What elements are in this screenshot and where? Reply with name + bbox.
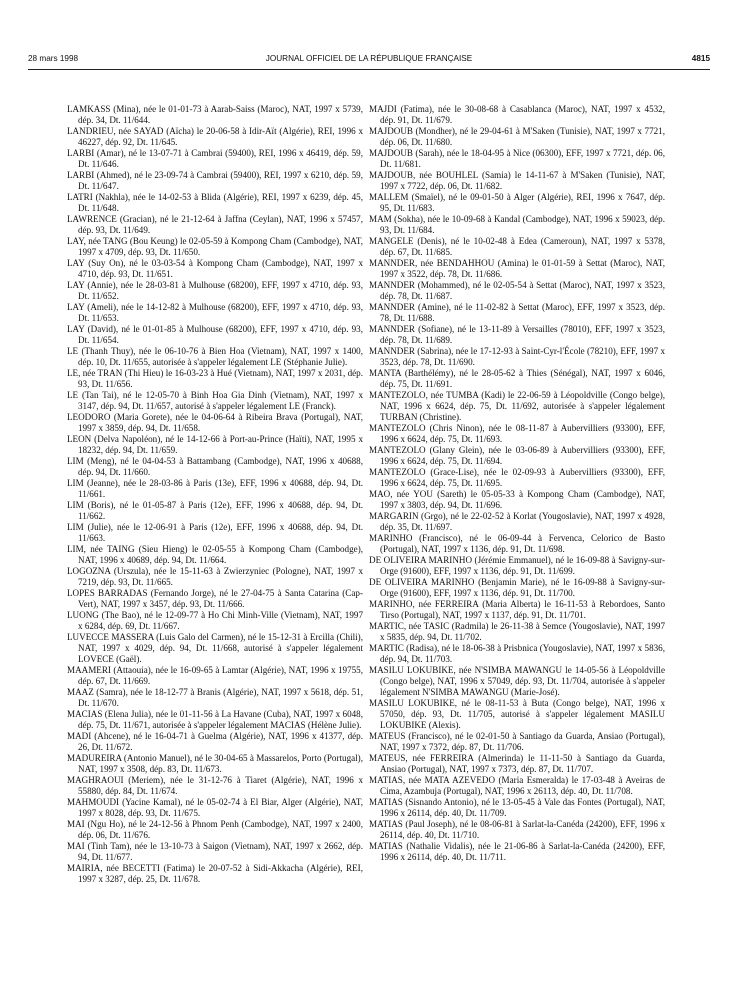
list-item: MATEUS (Francisco), né le 02-01-50 à Santiago da Guarda, Ansiao (Portugal), NAT, 1997 x 7372, dép. 87, Dt. 11/706. bbox=[369, 731, 665, 752]
header-page-number: 4815 bbox=[691, 54, 710, 63]
list-item: DE OLIVEIRA MARINHO (Jérémie Emmanuel), né le 16-09-88 à Savigny-sur-Orge (91600), EFF, 1997 x 1136, dép. 91, Dt. 11/699. bbox=[369, 555, 665, 576]
list-item: MANTA (Barthélémy), né le 28-05-62 à Thies (Sénégal), NAT, 1997 x 6046, dép. 75, Dt. 11/691. bbox=[369, 368, 665, 389]
list-item: LAMKASS (Mina), née le 01-01-73 à Aarab-Saiss (Maroc), NAT, 1997 x 5739, dép. 34, Dt. 11/644. bbox=[67, 104, 363, 125]
list-item: MANTEZOLO (Grace-Lise), née le 02-09-93 à Aubervilliers (93300), EFF, 1996 x 6624, dép. 75, Dt. 11/695. bbox=[369, 467, 665, 488]
list-item: MAO, née YOU (Sareth) le 05-05-33 à Kompong Cham (Cambodge), NAT, 1997 x 3803, dép. 94, Dt. 11/696. bbox=[369, 489, 665, 510]
list-item: LARBI (Amar), né le 13-07-71 à Cambrai (59400), REI, 1996 x 46419, dép. 59, Dt. 11/646. bbox=[67, 148, 363, 169]
list-item: MANNDER, née BENDAHHOU (Amina) le 01-01-59 à Settat (Maroc), NAT, 1997 x 3522, dép. 78, Dt. 11/686. bbox=[369, 258, 665, 279]
list-item: LARBI (Ahmed), né le 23-09-74 à Cambrai (59400), REI, 1997 x 6210, dép. 59, Dt. 11/647. bbox=[67, 170, 363, 191]
list-item: MAHMOUDI (Yacine Kamal), né le 05-02-74 à El Biar, Alger (Algérie), NAT, 1997 x 8028, dép. 93, Dt. 11/675. bbox=[67, 797, 363, 818]
list-item: MATIAS (Nathalie Vidalis), née le 21-06-86 à Sarlat-la-Canéda (24200), EFF, 1996 x 26114, dép. 40, Dt. 11/711. bbox=[369, 841, 665, 862]
list-item: MAJDOUB (Sarah), née le 18-04-95 à Nice (06300), EFF, 1997 x 7721, dép. 06, Dt. 11/681. bbox=[369, 148, 665, 169]
list-item: LATRI (Nakhla), née le 14-02-53 à Blida (Algérie), REI, 1997 x 6239, dép. 45, Dt. 11/648. bbox=[67, 192, 363, 213]
list-item: LANDRIEU, née SAYAD (Aïcha) le 20-06-58 à Idir-Aït (Algérie), REI, 1996 x 46227, dép. 92, Dt. 11/645. bbox=[67, 126, 363, 147]
list-item: MATEUS, née FERREIRA (Almerinda) le 11-11-50 à Santiago da Guarda, Ansiao (Portugal), NAT, 1997 x 7373, dép. 87, Dt. 11/707. bbox=[369, 753, 665, 774]
list-item: MAI (Ngu Ho), né le 24-12-56 à Phnom Penh (Cambodge), NAT, 1997 x 2400, dép. 06, Dt. 11/676. bbox=[67, 819, 363, 840]
list-item: MAM (Sokha), née le 10-09-68 à Kandal (Cambodge), NAT, 1996 x 59023, dép. 93, Dt. 11/684. bbox=[369, 214, 665, 235]
list-item: DE OLIVEIRA MARINHO (Benjamin Marie), né le 16-09-88 à Savigny-sur-Orge (91600), EFF, 1997 x 1136, dép. 91, Dt. 11/700. bbox=[369, 577, 665, 598]
list-item: LUVECCE MASSERA (Luis Galo del Carmen), né le 15-12-31 à Ercilla (Chili), NAT, 1997 x 4029, dép. 94, Dt. 11/668, autorisé à s'appeler légalement LOVECE (Gaël). bbox=[67, 632, 363, 664]
list-item: MAIRIA, née BECETTI (Fatima) le 20-07-52 à Sidi-Akkacha (Algérie), REI, 1997 x 3287, dép. 25, Dt. 11/678. bbox=[67, 863, 363, 884]
list-item: LAY (Suy On), né le 03-03-54 à Kompong Cham (Cambodge), NAT, 1997 x 4710, dép. 93, Dt. 11/651. bbox=[67, 258, 363, 279]
list-item: MATIAS (Sisnando Antonio), né le 13-05-45 à Vale das Fontes (Portugal), NAT, 1996 x 26114, dép. 40, Dt. 11/709. bbox=[369, 797, 665, 818]
list-item: MANNDER (Amine), né le 11-02-82 à Settat (Maroc), EFF, 1997 x 3523, dép. 78, Dt. 11/688. bbox=[369, 302, 665, 323]
list-item: MAAZ (Samra), née le 18-12-77 à Branis (Algérie), NAT, 1997 x 5618, dép. 51, Dt. 11/670. bbox=[67, 687, 363, 708]
list-item: LAY (Annie), née le 28-03-81 à Mulhouse (68200), EFF, 1997 x 4710, dép. 93, Dt. 11/652. bbox=[67, 280, 363, 301]
list-item: MARTIC (Radisa), né le 18-06-38 à Prisbnica (Yougoslavie), NAT, 1997 x 5836, dép. 94, Dt. 11/703. bbox=[369, 643, 665, 664]
list-item: MANGELE (Denis), né le 10-02-48 à Edea (Cameroun), NAT, 1997 x 5378, dép. 67, Dt. 11/685. bbox=[369, 236, 665, 257]
list-item: LIM (Meng), né le 04-04-53 à Battambang (Cambodge), NAT, 1996 x 40688, dép. 94, Dt. 11/660. bbox=[67, 456, 363, 477]
header-journal-title: JOURNAL OFFICIEL DE LA RÉPUBLIQUE FRANÇAISE bbox=[265, 54, 473, 63]
list-item: MASILU LOKUBIKE, né le 08-11-53 à Buta (Congo belge), NAT, 1996 x 57050, dép. 93, Dt. 11/705, autorisé à s'appeler légalement MASILU LOKUBIKE (Alexis). bbox=[369, 698, 665, 730]
list-item: MASILU LOKUBIKE, née N'SIMBA MAWANGU le 14-05-56 à Léopoldville (Congo belge), NAT, 1996 x 57049, dép. 93, Dt. 11/704, autorisée à s'appeler légalement N'SIMBA MAWANGU (Marie-José). bbox=[369, 665, 665, 697]
list-item: MADI (Ahcene), né le 16-04-71 à Guelma (Algérie), NAT, 1996 x 41377, dép. 26, Dt. 11/672. bbox=[67, 731, 363, 752]
list-item: LOGOZNA (Urszula), née le 15-11-63 à Zwierzyniec (Pologne), NAT, 1997 x 7219, dép. 93, Dt. 11/665. bbox=[67, 566, 363, 587]
list-item: MAJDI (Fatima), née le 30-08-68 à Casablanca (Maroc), NAT, 1997 x 4532, dép. 91, Dt. 11/679. bbox=[369, 104, 665, 125]
list-item: LE, née TRAN (Thi Hieu) le 16-03-23 à Hué (Vietnam), NAT, 1997 x 2031, dép. 93, Dt. 11/656. bbox=[67, 368, 363, 389]
list-item: LIM (Jeanne), née le 28-03-86 à Paris (13e), EFF, 1996 x 40688, dép. 94, Dt. 11/661. bbox=[67, 478, 363, 499]
list-item: LIM (Boris), né le 01-05-87 à Paris (12e), EFF, 1996 x 40688, dép. 94, Dt. 11/662. bbox=[67, 500, 363, 521]
list-item: LE (Thanh Thuy), née le 06-10-76 à Bien Hoa (Vietnam), NAT, 1997 x 1400, dép. 10, Dt. 11/655, autorisée à s'appeler légalement LE (Stéphanie Julie). bbox=[67, 346, 363, 367]
left-column bbox=[67, 104, 363, 885]
list-item: LIM, née TAING (Sieu Hieng) le 02-05-55 à Kompong Cham (Cambodge), NAT, 1996 x 40689, dép. 94, Dt. 11/664. bbox=[67, 544, 363, 565]
list-item: MAJDOUB (Mondher), né le 29-04-61 à M'Saken (Tunisie), NAT, 1997 x 7721, dép. 06, Dt. 11/680. bbox=[369, 126, 665, 147]
list-item: MARGARIN (Grgo), né le 22-02-52 à Korlat (Yougoslavie), NAT, 1997 x 4928, dép. 35, Dt. 11/697. bbox=[369, 511, 665, 532]
list-item: MACIAS (Elena Julia), née le 01-11-56 à La Havane (Cuba), NAT, 1997 x 6048, dép. 75, Dt. 11/671, autorisée à s'appeler légalement MACIAS (Hélène Julie). bbox=[67, 709, 363, 730]
list-item: LEON (Delva Napoléon), né le 14-12-66 à Port-au-Prince (Haïti), NAT, 1995 x 18232, dép. 94, Dt. 11/659. bbox=[67, 434, 363, 455]
header-date: 28 mars 1998 bbox=[28, 54, 79, 63]
list-item: MADUREIRA (Antonio Manuel), né le 30-04-65 à Massarelos, Porto (Portugal), NAT, 1997 x 3508, dép. 83, Dt. 11/673. bbox=[67, 753, 363, 774]
list-item: LAY (David), né le 01-01-85 à Mulhouse (68200), EFF, 1997 x 4710, dép. 93, Dt. 11/654. bbox=[67, 324, 363, 345]
list-item: MATIAS (Paul Joseph), né le 08-06-81 à Sarlat-la-Canéda (24200), EFF, 1996 x 26114, dép. 40, Dt. 11/710. bbox=[369, 819, 665, 840]
list-item: LAY (Ameli), née le 14-12-82 à Mulhouse (68200), EFF, 1997 x 4710, dép. 93, Dt. 11/653. bbox=[67, 302, 363, 323]
list-item: LOPES BARRADAS (Fernando Jorge), né le 27-04-75 à Santa Catarina (Cap-Vert), NAT, 1997 x 3457, dép. 93, Dt. 11/666. bbox=[67, 588, 363, 609]
list-item: MALLEM (Smaïel), né le 09-01-50 à Alger (Algérie), REI, 1996 x 7647, dép. 95, Dt. 11/683. bbox=[369, 192, 665, 213]
list-item: LUONG (The Bao), né le 12-09-77 à Ho Chi Minh-Ville (Vietnam), NAT, 1997 x 6284, dép. 69, Dt. 11/667. bbox=[67, 610, 363, 631]
list-item: MANTEZOLO (Glany Glein), née le 03-06-89 à Aubervilliers (93300), EFF, 1996 x 6624, dép. 75, Dt. 11/694. bbox=[369, 445, 665, 466]
header-rule bbox=[28, 69, 710, 70]
right-column bbox=[369, 104, 665, 863]
list-item: MATIAS, née MATA AZEVEDO (Maria Esmeralda) le 17-03-48 à Aveiras de Cima, Azambuja (Portugal), NAT, 1996 x 26113, dép. 40, Dt. 11/708. bbox=[369, 775, 665, 796]
list-item: MAGHRAOUI (Meriem), née le 31-12-76 à Tiaret (Algérie), NAT, 1996 x 55880, dép. 84, Dt. 11/674. bbox=[67, 775, 363, 796]
list-item: LEODORO (Maria Gorete), née le 04-06-64 à Ribeira Brava (Portugal), NAT, 1997 x 3859, dép. 94, Dt. 11/658. bbox=[67, 412, 363, 433]
list-item: MANTEZOLO, née TUMBA (Kadi) le 22-06-59 à Léopoldville (Congo belge), NAT, 1996 x 6624, dép. 75, Dt. 11/692, autorisée à s'appeler légalement TURBAN (Christine). bbox=[369, 390, 665, 422]
page-header bbox=[28, 54, 710, 68]
list-item: MANTEZOLO (Chris Ninon), née le 08-11-87 à Aubervilliers (93300), EFF, 1996 x 6624, dép. 75, Dt. 11/693. bbox=[369, 423, 665, 444]
list-item: MANNDER (Sabrina), née le 17-12-93 à Saint-Cyr-l'École (78210), EFF, 1997 x 3523, dép. 78, Dt. 11/690. bbox=[369, 346, 665, 367]
list-item: LE (Tan Tai), né le 12-05-70 à Binh Hoa Gia Dinh (Vietnam), NAT, 1997 x 3147, dép. 94, Dt. 11/657, autorisé à s'appeler légalement LE (Franck). bbox=[67, 390, 363, 411]
list-item: MARINHO (Francisco), né le 06-09-44 à Fervenca, Celorico de Basto (Portugal), NAT, 1997 x 1136, dép. 91, Dt. 11/698. bbox=[369, 533, 665, 554]
list-item: MARINHO, née FERREIRA (Maria Alberta) le 16-11-53 à Rebordoes, Santo Tirso (Portugal), NAT, 1997 x 1137, dép. 91, Dt. 11/701. bbox=[369, 599, 665, 620]
list-item: LAY, née TANG (Bou Keung) le 02-05-59 à Kompong Cham (Cambodge), NAT, 1997 x 4709, dép. 93, Dt. 11/650. bbox=[67, 236, 363, 257]
list-item: MARTIC, née TASIC (Radmila) le 26-11-38 à Semce (Yougoslavie), NAT, 1997 x 5835, dép. 94, Dt. 11/702. bbox=[369, 621, 665, 642]
list-item: MAI (Tinh Tam), née le 13-10-73 à Saigon (Vietnam), NAT, 1997 x 2662, dép. 94, Dt. 11/677. bbox=[67, 841, 363, 862]
list-item: MAAMERI (Attaouia), née le 16-09-65 à Lamtar (Algérie), NAT, 1996 x 19755, dép. 67, Dt. 11/669. bbox=[67, 665, 363, 686]
list-item: MANNDER (Mohammed), né le 02-05-54 à Settat (Maroc), NAT, 1997 x 3523, dép. 78, Dt. 11/687. bbox=[369, 280, 665, 301]
list-item: LAWRENCE (Gracian), né le 21-12-64 à Jaffna (Ceylan), NAT, 1996 x 57457, dép. 93, Dt. 11/649. bbox=[67, 214, 363, 235]
list-item: MANNDER (Sofiane), né le 13-11-89 à Versailles (78010), EFF, 1997 x 3523, dép. 78, Dt. 11/689. bbox=[369, 324, 665, 345]
list-item: MAJDOUB, née BOUHLEL (Samia) le 14-11-67 à M'Saken (Tunisie), NAT, 1997 x 7722, dép. 06, Dt. 11/682. bbox=[369, 170, 665, 191]
list-item: LIM (Julie), née le 12-06-91 à Paris (12e), EFF, 1996 x 40688, dép. 94, Dt. 11/663. bbox=[67, 522, 363, 543]
